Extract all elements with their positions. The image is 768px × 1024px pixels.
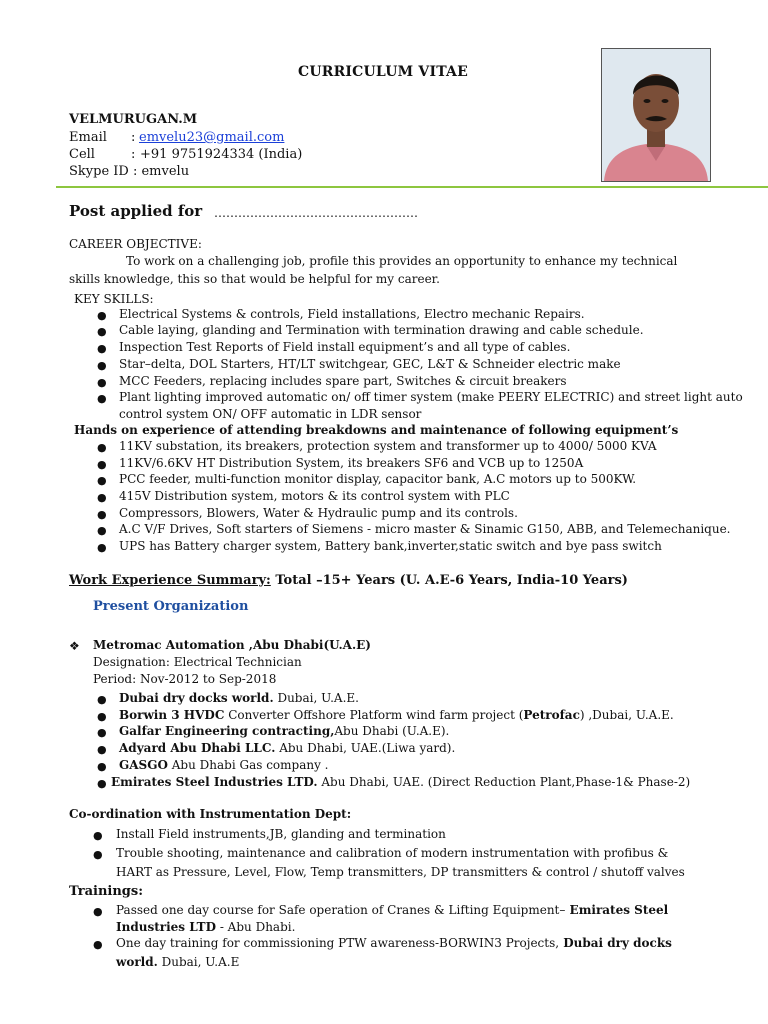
experience-item: 11KV/6.6KV HT Distribution System, its breakers SF6 and VCB up to 1250A [119,456,584,470]
project-location: Abu Dhabi Gas company . [167,758,329,772]
skill-item: Star–delta, DOL Starters, HT/LT switchgear, GEC, L&T & Schneider electric make [119,357,621,371]
hands-on-heading: Hands on experience of attending breakdowns and maintenance of following equipment’s [74,423,679,437]
skill-item: MCC Feeders, replacing includes spare part, Switches & circuit breakers [119,374,567,388]
project-contractor: Petrofac [523,708,580,722]
bullet-icon: ● [97,491,107,504]
bullet-icon: ● [97,342,107,355]
work-experience-label: Work Experience Summary: [69,573,271,588]
post-applied-blank: …………………………………………… [214,206,418,220]
training-provider: world. [116,955,158,969]
experience-item: Compressors, Blowers, Water & Hydraulic pump and its controls. [119,506,518,520]
bullet-icon: ● [97,474,107,487]
post-applied-label: Post applied for [69,202,203,220]
skill-item-continued: control system ON/ OFF automatic in LDR sensor [119,407,422,421]
project-location: Abu Dhabi, UAE. (Direct Reduction Plant,Phase-1& Phase-2) [317,775,691,789]
training-location: Dubai, U.A.E [157,955,240,969]
bullet-icon: ● [97,441,107,454]
bullet-icon: ● [97,710,107,723]
experience-item: 11KV substation, its breakers, protection system and transformer up to 4000/ 5000 KVA [119,439,657,453]
employment-period: Period: Nov-2012 to Sep-2018 [93,672,277,686]
objective-text-line: To work on a challenging job, profile this provides an opportunity to enhance my technical [126,254,678,268]
section-divider [56,186,768,188]
project-location: ) ,Dubai, U.A.E. [579,708,674,722]
training-text: Passed one day course for Safe operation of Cranes & Lifting Equipment– [116,903,566,917]
bullet-icon: ● [93,905,103,918]
present-organization-heading: Present Organization [93,599,249,614]
experience-item: 415V Distribution system, motors & its control system with PLC [119,489,510,503]
skill-item: Inspection Test Reports of Field install equipment’s and all type of cables. [119,340,571,354]
bullet-icon: ● [97,392,107,405]
experience-item: A.C V/F Drives, Soft starters of Siemens - micro master & Sinamic G150, ABB, and Telemechanique. [119,522,731,536]
training-provider: Industries LTD [116,920,216,934]
trainings-heading: Trainings: [69,884,143,899]
experience-item: PCC feeder, multi-function monitor display, capacitor bank, A.C motors up to 500KW. [119,472,637,486]
bullet-icon: ● [97,508,107,521]
project-item [119,724,449,738]
training-item [116,936,672,950]
project-client: Galfar Engineering contracting, [119,724,335,738]
project-item [119,758,329,772]
coordination-item-continued: HART as Pressure, Level, Flow, Temp transmitters, DP transmitters & control / shutoff valves [116,865,685,879]
work-experience-total: Total –15+ Years (U. A.E-6 Years, India-10 Years) [270,573,628,588]
bullet-icon: ● [97,524,107,537]
training-provider: Dubai dry docks [559,936,672,950]
bullet-icon: ● [97,376,107,389]
bullet-icon: ● [97,541,107,554]
project-client: Adyard Abu Dhabi LLC. [119,741,276,755]
project-location: Abu Dhabi, UAE.(Liwa yard). [275,741,456,755]
bullet-icon: ● [97,309,107,322]
experience-item: UPS has Battery charger system, Battery bank,inverter,static switch and bye pass switch [119,539,662,553]
document-title: CURRICULUM VITAE [298,64,468,80]
coordination-item: Trouble shooting, maintenance and calibration of modern instrumentation with profibus & [116,846,669,860]
project-location: Dubai, U.A.E. [273,691,359,705]
project-item [119,708,674,722]
work-experience-summary [69,573,628,588]
project-description: Converter Offshore Platform wind farm project ( [224,708,524,722]
project-item [119,741,455,755]
bullet-icon: ● [93,938,103,951]
diamond-bullet-icon: ❖ [69,639,80,653]
training-provider: Emirates Steel [565,903,669,917]
bullet-icon: ● [97,693,107,706]
skill-item: Electrical Systems & controls, Field installations, Electro mechanic Repairs. [119,307,585,321]
bullet-icon: ● [97,743,107,756]
skill-item: Plant lighting improved automatic on/ off timer system (make PEERY ELECTRIC) and street light auto [119,390,743,404]
bullet-icon: ● [93,848,103,861]
training-item-continued [116,920,295,934]
profile-photo [601,48,711,182]
coordination-item: Install Field instruments,JB, glanding and termination [116,827,446,841]
objective-text-line: skills knowledge, this so that would be helpful for my career. [69,272,440,286]
project-client: Emirates Steel Industries LTD. [111,775,318,789]
bullet-icon: ● [97,359,107,372]
coordination-heading: Co-ordination with Instrumentation Dept: [69,807,352,821]
training-location: - Abu Dhabi. [216,920,296,934]
email-separator: : [131,130,136,145]
project-client: GASGO [119,758,168,772]
skill-item: Cable laying, glanding and Termination with termination drawing and cable schedule. [119,323,644,337]
project-client: Borwin 3 HVDC [119,708,225,722]
bullet-icon: ● [97,760,107,773]
email-link[interactable]: emvelu23@gmail.com [139,130,285,145]
training-item-continued [116,955,239,969]
cell-value: +91 9751924334 (India) [140,147,303,162]
cell-label: Cell [69,147,95,162]
person-photo-icon [602,49,710,181]
project-item [111,775,690,789]
bullet-icon: ● [97,726,107,739]
cell-separator: : [131,147,136,162]
bullet-icon: ● [97,458,107,471]
email-label: Email [69,130,107,145]
project-client: Dubai dry docks world. [119,691,274,705]
project-location: Abu Dhabi (U.A.E). [334,724,450,738]
candidate-name: VELMURUGAN.M [69,112,198,127]
bullet-icon: ● [97,777,107,790]
skype-id: Skype ID : emvelu [69,164,190,179]
career-objective-heading: CAREER OBJECTIVE: [69,237,202,251]
training-item [116,903,668,917]
bullet-icon: ● [97,325,107,338]
company-name: Metromac Automation ,Abu Dhabi(U.A.E) [93,638,371,652]
training-text: One day training for commissioning PTW awareness-BORWIN3 Projects, [116,936,560,950]
project-item [119,691,359,705]
key-skills-heading: KEY SKILLS: [74,292,154,306]
designation: Designation: Electrical Technician [93,655,302,669]
bullet-icon: ● [93,829,103,842]
